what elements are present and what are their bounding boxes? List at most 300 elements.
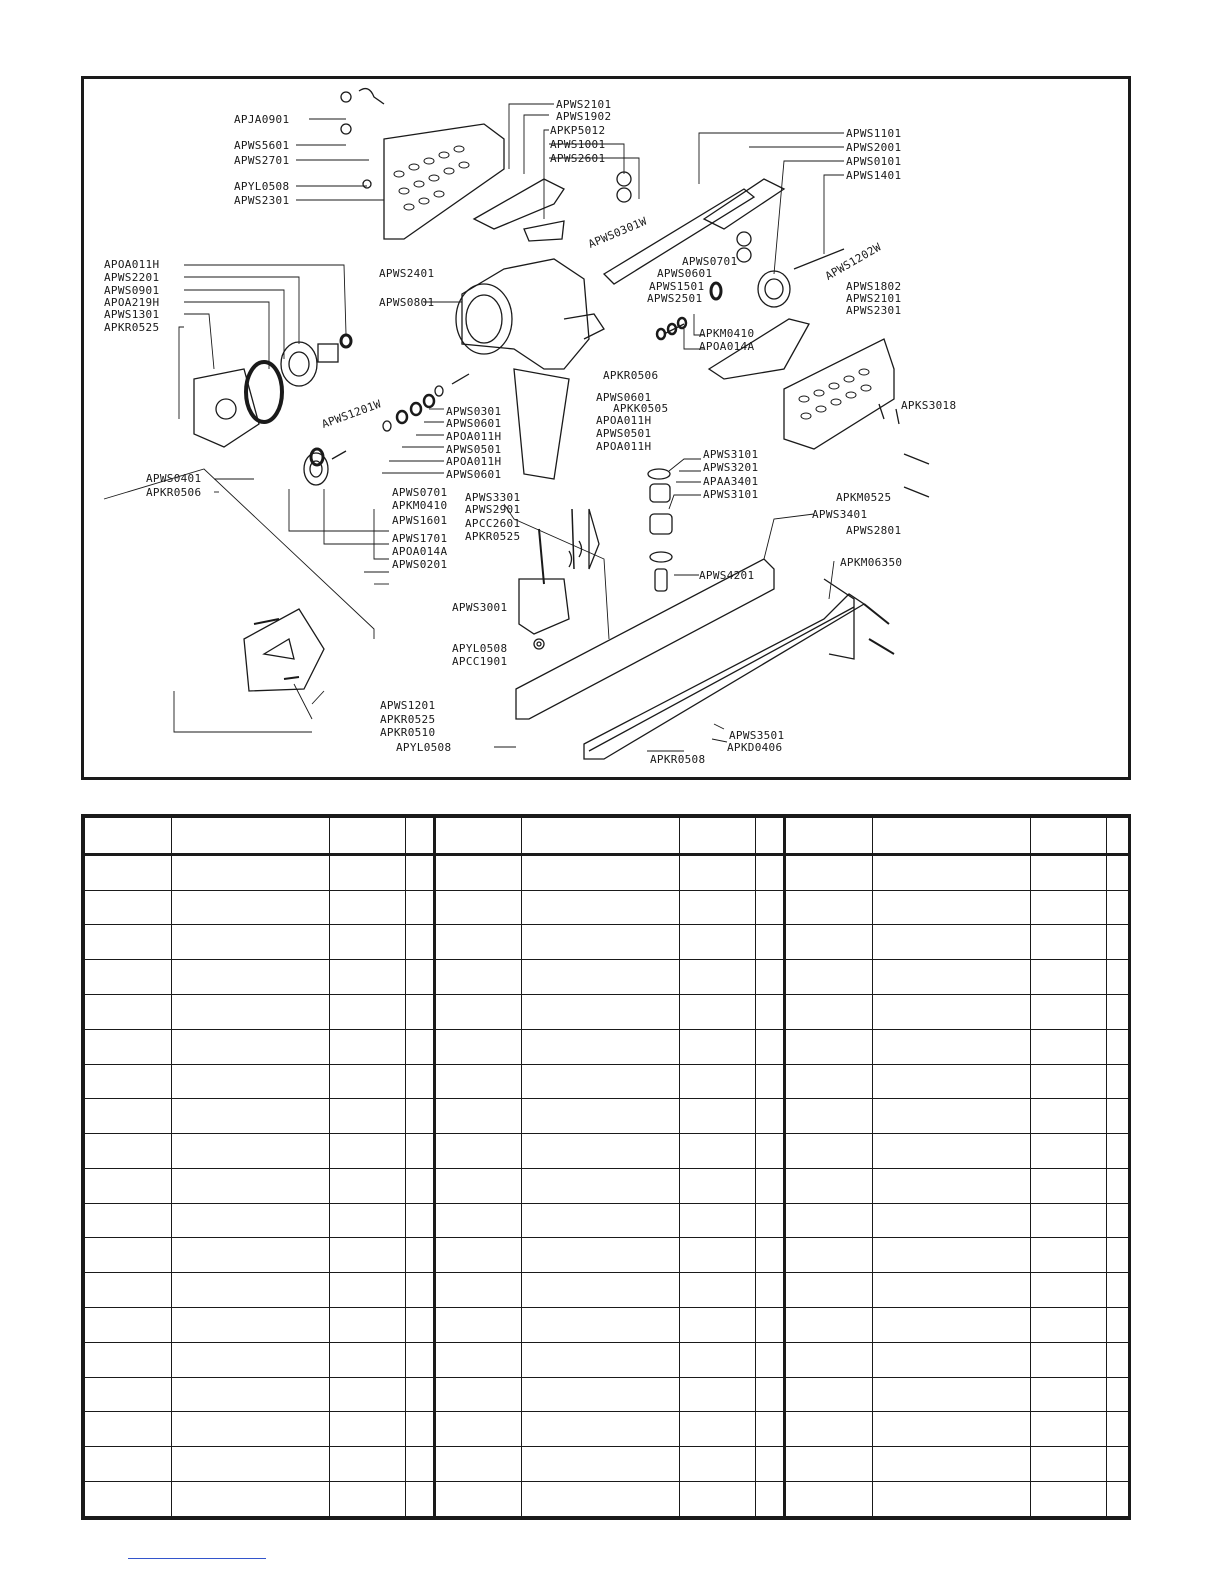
- table-cell: [85, 1238, 172, 1273]
- label-APWS0901: APWS0901: [104, 284, 160, 297]
- table-cell: [1107, 1238, 1130, 1273]
- table-cell: [1031, 1238, 1107, 1273]
- table-cell: [406, 1099, 434, 1134]
- label-APWS1301: APWS1301: [104, 308, 160, 321]
- table-cell: [435, 890, 522, 925]
- table-cell: [680, 1029, 756, 1064]
- table-cell: [85, 854, 172, 890]
- table-cell: [330, 1342, 406, 1377]
- table-cell: [435, 1447, 522, 1482]
- table-cell: [1107, 818, 1130, 855]
- table-cell: [785, 1134, 873, 1169]
- label-APWS5601: APWS5601: [234, 139, 290, 152]
- table-cell: [330, 925, 406, 960]
- magazine-rail: [516, 559, 864, 759]
- table-cell: [172, 1238, 330, 1273]
- table-cell: [330, 1064, 406, 1099]
- table-cell: [680, 854, 756, 890]
- table-cell: [1107, 1168, 1130, 1203]
- table-row: [785, 1029, 1130, 1064]
- table-cell: [785, 925, 873, 960]
- o-ring-large: [246, 362, 282, 422]
- label-APWS1201: APWS1201: [380, 699, 436, 712]
- label-APYL0508-c: APYL0508: [396, 741, 452, 754]
- table-cell: [1107, 925, 1130, 960]
- label-APCC1901: APCC1901: [452, 655, 508, 668]
- table-cell: [756, 960, 785, 995]
- table-cell: [435, 960, 522, 995]
- table-row: [435, 1412, 785, 1447]
- table-cell: [756, 1481, 785, 1516]
- table-cell: [435, 1481, 522, 1516]
- label-APWS1201W: APWS1201W: [319, 397, 383, 431]
- label-APOA014A-b: APOA014A: [392, 545, 448, 558]
- label-APWS1802: APWS1802: [846, 280, 902, 293]
- label-APWS2401: APWS2401: [379, 267, 435, 280]
- table-row: [85, 994, 434, 1029]
- table-cell: [756, 890, 785, 925]
- table-cell: [680, 1342, 756, 1377]
- label-APKM0410-b: APKM0410: [392, 499, 448, 512]
- table-cell: [680, 818, 756, 855]
- table-cell: [873, 1308, 1031, 1343]
- table-row: [785, 1412, 1130, 1447]
- label-APWS0801: APWS0801: [379, 296, 435, 309]
- table-cell: [330, 994, 406, 1029]
- table-cell: [680, 925, 756, 960]
- label-APWS0301W: APWS0301W: [586, 214, 649, 251]
- label-APOA011H-b: APOA011H: [596, 414, 652, 427]
- table-row: [435, 1481, 785, 1516]
- label-APWS0201: APWS0201: [392, 558, 448, 571]
- table-cell: [172, 925, 330, 960]
- table-cell: [406, 854, 434, 890]
- label-APWS3301: APWS3301: [465, 491, 521, 504]
- label-APWS3401: APWS3401: [812, 508, 868, 521]
- table-cell: [1031, 994, 1107, 1029]
- table-cell: [680, 994, 756, 1029]
- table-row: [785, 1481, 1130, 1516]
- table-row: [785, 994, 1130, 1029]
- table-cell: [1107, 960, 1130, 995]
- table-cell: [680, 1273, 756, 1308]
- label-APKR0525-a: APKR0525: [104, 321, 160, 334]
- table-row: [435, 994, 785, 1029]
- table-row: [85, 1342, 434, 1377]
- table-cell: [1031, 1029, 1107, 1064]
- table-row: [85, 1099, 434, 1134]
- table-cell: [680, 1099, 756, 1134]
- label-APWS2101-a: APWS2101: [556, 98, 612, 111]
- label-APWS3101-b: APWS3101: [703, 488, 759, 501]
- table-row: [785, 1064, 1130, 1099]
- table-cell: [330, 818, 406, 855]
- label-APWS1401: APWS1401: [846, 169, 902, 182]
- table-cell: [785, 1273, 873, 1308]
- table-cell: [680, 1377, 756, 1412]
- table-cell: [522, 1308, 680, 1343]
- table-cell: [756, 1273, 785, 1308]
- table-cell: [85, 994, 172, 1029]
- label-APWS2101-b: APWS2101: [846, 292, 902, 305]
- table-cell: [172, 854, 330, 890]
- label-APWS0601-a: APWS0601: [657, 267, 713, 280]
- table-cell: [85, 1377, 172, 1412]
- table-cell: [330, 1481, 406, 1516]
- table-cell: [85, 1273, 172, 1308]
- valve-stack: [304, 374, 469, 485]
- table-cell: [1107, 1447, 1130, 1482]
- table-cell: [785, 818, 873, 855]
- table-cell: [435, 1064, 522, 1099]
- label-APOA011H-a: APOA011H: [104, 258, 160, 271]
- parts-table-group-1: [84, 817, 434, 1517]
- label-APKM06350: APKM06350: [840, 556, 903, 569]
- table-cell: [756, 1308, 785, 1343]
- table-row: [85, 1238, 434, 1273]
- label-APWS2501: APWS2501: [647, 292, 703, 305]
- table-cell: [785, 1238, 873, 1273]
- table-cell: [406, 1238, 434, 1273]
- table-cell: [680, 1203, 756, 1238]
- table-cell: [330, 1099, 406, 1134]
- table-cell: [435, 1308, 522, 1343]
- table-cell: [330, 1134, 406, 1169]
- label-APAA3401: APAA3401: [703, 475, 759, 488]
- label-APWS2601: APWS2601: [550, 152, 606, 165]
- label-APKM0410-a: APKM0410: [699, 327, 755, 340]
- table-cell: [406, 1273, 434, 1308]
- table-cell: [1031, 1481, 1107, 1516]
- table-cell: [522, 1099, 680, 1134]
- table-cell: [172, 1273, 330, 1308]
- table-row: [435, 1238, 785, 1273]
- label-APKR0506: APKR0506: [603, 369, 659, 382]
- table-cell: [756, 1342, 785, 1377]
- table-cell: [1107, 1412, 1130, 1447]
- table-cell: [435, 994, 522, 1029]
- table-cell: [522, 1134, 680, 1169]
- table-cell: [522, 1377, 680, 1412]
- table-cell: [1107, 1099, 1130, 1134]
- table-cell: [873, 925, 1031, 960]
- table-row: [435, 1064, 785, 1099]
- parts-list-table: [81, 814, 1131, 1520]
- label-APWS0601-d: APWS0601: [446, 468, 502, 481]
- table-cell: [785, 1203, 873, 1238]
- label-APOA011H-c: APOA011H: [596, 440, 652, 453]
- right-side-plate: [784, 339, 929, 497]
- table-cell: [522, 1481, 680, 1516]
- table-cell: [435, 1273, 522, 1308]
- table-cell: [1031, 1308, 1107, 1343]
- table-row: [785, 1308, 1130, 1343]
- table-cell: [522, 1412, 680, 1447]
- table-cell: [330, 1168, 406, 1203]
- table-cell: [680, 1481, 756, 1516]
- table-row: [85, 1064, 434, 1099]
- table-row: [85, 1134, 434, 1169]
- table-cell: [172, 890, 330, 925]
- table-cell: [873, 818, 1031, 855]
- table-cell: [756, 1447, 785, 1482]
- table-row: [435, 1447, 785, 1482]
- table-cell: [330, 1377, 406, 1412]
- table-cell: [756, 1029, 785, 1064]
- table-cell: [85, 960, 172, 995]
- table-row: [785, 854, 1130, 890]
- table-row: [85, 1029, 434, 1064]
- table-cell: [406, 1377, 434, 1412]
- table-cell: [873, 1377, 1031, 1412]
- table-cell: [522, 854, 680, 890]
- table-cell: [85, 1412, 172, 1447]
- table-cell: [873, 1412, 1031, 1447]
- table-cell: [1107, 890, 1130, 925]
- table-cell: [1031, 890, 1107, 925]
- table-cell: [406, 1342, 434, 1377]
- table-cell: [85, 1342, 172, 1377]
- table-cell: [85, 1168, 172, 1203]
- label-APOA011H-d: APOA011H: [446, 430, 502, 443]
- table-row: [85, 1203, 434, 1238]
- table-row: [435, 1377, 785, 1412]
- table-cell: [406, 1168, 434, 1203]
- table-cell: [522, 1238, 680, 1273]
- label-APYL0508-b: APYL0508: [452, 642, 508, 655]
- table-cell: [330, 1273, 406, 1308]
- table-cell: [85, 818, 172, 855]
- label-APWS1601: APWS1601: [392, 514, 448, 527]
- table-cell: [172, 1099, 330, 1134]
- table-cell: [330, 1412, 406, 1447]
- table-row: [435, 1273, 785, 1308]
- table-cell: [406, 818, 434, 855]
- table-row: [435, 1134, 785, 1169]
- table-row: [435, 890, 785, 925]
- table-cell: [785, 1029, 873, 1064]
- table-cell: [680, 1308, 756, 1343]
- table-cell: [172, 1447, 330, 1482]
- table-row: [435, 1342, 785, 1377]
- table-row: [785, 1134, 1130, 1169]
- table-row: [785, 1447, 1130, 1482]
- table-cell: [172, 1308, 330, 1343]
- table-cell: [406, 1308, 434, 1343]
- table-cell: [873, 1273, 1031, 1308]
- label-APOA011H-e: APOA011H: [446, 455, 502, 468]
- table-cell: [172, 818, 330, 855]
- table-cell: [873, 1099, 1031, 1134]
- label-APKR0510: APKR0510: [380, 726, 436, 739]
- table-cell: [873, 994, 1031, 1029]
- table-cell: [785, 854, 873, 890]
- table-header-row: [785, 818, 1130, 855]
- table-row: [435, 960, 785, 995]
- table-row: [435, 1168, 785, 1203]
- table-cell: [1031, 854, 1107, 890]
- table-cell: [1031, 1203, 1107, 1238]
- table-cell: [85, 1447, 172, 1482]
- table-cell: [172, 960, 330, 995]
- bracket-block: [519, 579, 569, 634]
- table-cell: [172, 1168, 330, 1203]
- table-cell: [406, 1134, 434, 1169]
- table-cell: [85, 925, 172, 960]
- label-APKR0525-b: APKR0525: [465, 530, 521, 543]
- table-cell: [85, 1134, 172, 1169]
- table-cell: [330, 960, 406, 995]
- table-cell: [406, 1447, 434, 1482]
- label-APWS0601-b: APWS0601: [596, 391, 652, 404]
- table-cell: [522, 994, 680, 1029]
- label-APWS0701-b: APWS0701: [392, 486, 448, 499]
- table-cell: [873, 960, 1031, 995]
- label-APWS2701: APWS2701: [234, 154, 290, 167]
- table-cell: [1031, 1134, 1107, 1169]
- table-row: [85, 960, 434, 995]
- table-cell: [435, 854, 522, 890]
- table-row: [785, 960, 1130, 995]
- table-cell: [756, 1203, 785, 1238]
- table-cell: [873, 1203, 1031, 1238]
- label-APWS2801: APWS2801: [846, 524, 902, 537]
- label-APWS2901: APWS2901: [465, 503, 521, 516]
- label-APKR0525-c: APKR0525: [380, 713, 436, 726]
- label-APKR0508: APKR0508: [650, 753, 706, 766]
- table-row: [435, 1029, 785, 1064]
- table-cell: [680, 960, 756, 995]
- table-cell: [172, 1481, 330, 1516]
- table-cell: [85, 1203, 172, 1238]
- table-cell: [406, 1064, 434, 1099]
- label-APJA0901: APJA0901: [234, 113, 290, 126]
- table-cell: [1031, 1377, 1107, 1412]
- table-cell: [785, 1447, 873, 1482]
- table-cell: [873, 1481, 1031, 1516]
- table-cell: [1107, 994, 1130, 1029]
- table-row: [85, 1481, 434, 1516]
- table-cell: [435, 1134, 522, 1169]
- table-cell: [85, 1099, 172, 1134]
- table-cell: [330, 1447, 406, 1482]
- grip: [514, 369, 569, 479]
- table-cell: [522, 1342, 680, 1377]
- label-APWS1001: APWS1001: [550, 138, 606, 151]
- table-cell: [1107, 1273, 1130, 1308]
- table-cell: [172, 1377, 330, 1412]
- label-APKP5012: APKP5012: [550, 124, 606, 137]
- table-cell: [435, 1203, 522, 1238]
- table-cell: [172, 1342, 330, 1377]
- table-row: [85, 1168, 434, 1203]
- table-row: [435, 1308, 785, 1343]
- table-cell: [406, 1203, 434, 1238]
- label-APWS1902: APWS1902: [556, 110, 612, 123]
- table-cell: [873, 1238, 1031, 1273]
- table-cell: [85, 1481, 172, 1516]
- label-APYL0508-a: APYL0508: [234, 180, 290, 193]
- table-cell: [756, 1412, 785, 1447]
- table-cell: [330, 1203, 406, 1238]
- table-row: [435, 925, 785, 960]
- table-cell: [435, 1238, 522, 1273]
- table-cell: [330, 1238, 406, 1273]
- table-cell: [1107, 1308, 1130, 1343]
- label-APWS0701-a: APWS0701: [682, 255, 738, 268]
- table-cell: [680, 1168, 756, 1203]
- table-cell: [873, 1168, 1031, 1203]
- table-cell: [330, 854, 406, 890]
- label-APWS2001: APWS2001: [846, 141, 902, 154]
- label-APKK0505: APKK0505: [613, 402, 669, 415]
- table-cell: [522, 960, 680, 995]
- table-cell: [873, 854, 1031, 890]
- footer-link-underline: [128, 1558, 266, 1559]
- table-row: [85, 1377, 434, 1412]
- table-cell: [172, 1029, 330, 1064]
- table-cell: [756, 1168, 785, 1203]
- label-APWS2201: APWS2201: [104, 271, 160, 284]
- label-APCC2601: APCC2601: [465, 517, 521, 530]
- label-APWS0101: APWS0101: [846, 155, 902, 168]
- table-cell: [785, 1168, 873, 1203]
- table-cell: [1107, 1481, 1130, 1516]
- label-APWS3001: APWS3001: [452, 601, 508, 614]
- table-row: [435, 854, 785, 890]
- table-cell: [406, 960, 434, 995]
- table-cell: [172, 1064, 330, 1099]
- table-cell: [756, 1134, 785, 1169]
- table-row: [85, 1273, 434, 1308]
- table-cell: [873, 1342, 1031, 1377]
- table-row: [85, 854, 434, 890]
- table-cell: [873, 1447, 1031, 1482]
- table-cell: [680, 1447, 756, 1482]
- table-cell: [756, 1238, 785, 1273]
- table-row: [435, 1099, 785, 1134]
- table-cell: [873, 890, 1031, 925]
- label-APWS2301-b: APWS2301: [846, 304, 902, 317]
- table-cell: [435, 1342, 522, 1377]
- table-cell: [785, 1342, 873, 1377]
- label-APWS3201: APWS3201: [703, 461, 759, 474]
- table-header-row: [85, 818, 434, 855]
- table-cell: [435, 1099, 522, 1134]
- table-row: [785, 1203, 1130, 1238]
- label-APKD0406: APKD0406: [727, 741, 783, 754]
- table-cell: [172, 994, 330, 1029]
- table-cell: [330, 1029, 406, 1064]
- table-cell: [756, 925, 785, 960]
- table-row: [85, 1412, 434, 1447]
- table-cell: [1107, 1377, 1130, 1412]
- table-cell: [406, 925, 434, 960]
- table-cell: [522, 1203, 680, 1238]
- table-cell: [172, 1412, 330, 1447]
- table-cell: [85, 1029, 172, 1064]
- table-cell: [172, 1134, 330, 1169]
- table-cell: [435, 1377, 522, 1412]
- table-cell: [435, 818, 522, 855]
- label-APWS2301-a: APWS2301: [234, 194, 290, 207]
- table-row: [785, 1238, 1130, 1273]
- table-cell: [406, 1029, 434, 1064]
- table-cell: [1107, 1029, 1130, 1064]
- table-cell: [172, 1203, 330, 1238]
- table-cell: [330, 1308, 406, 1343]
- table-row: [785, 1342, 1130, 1377]
